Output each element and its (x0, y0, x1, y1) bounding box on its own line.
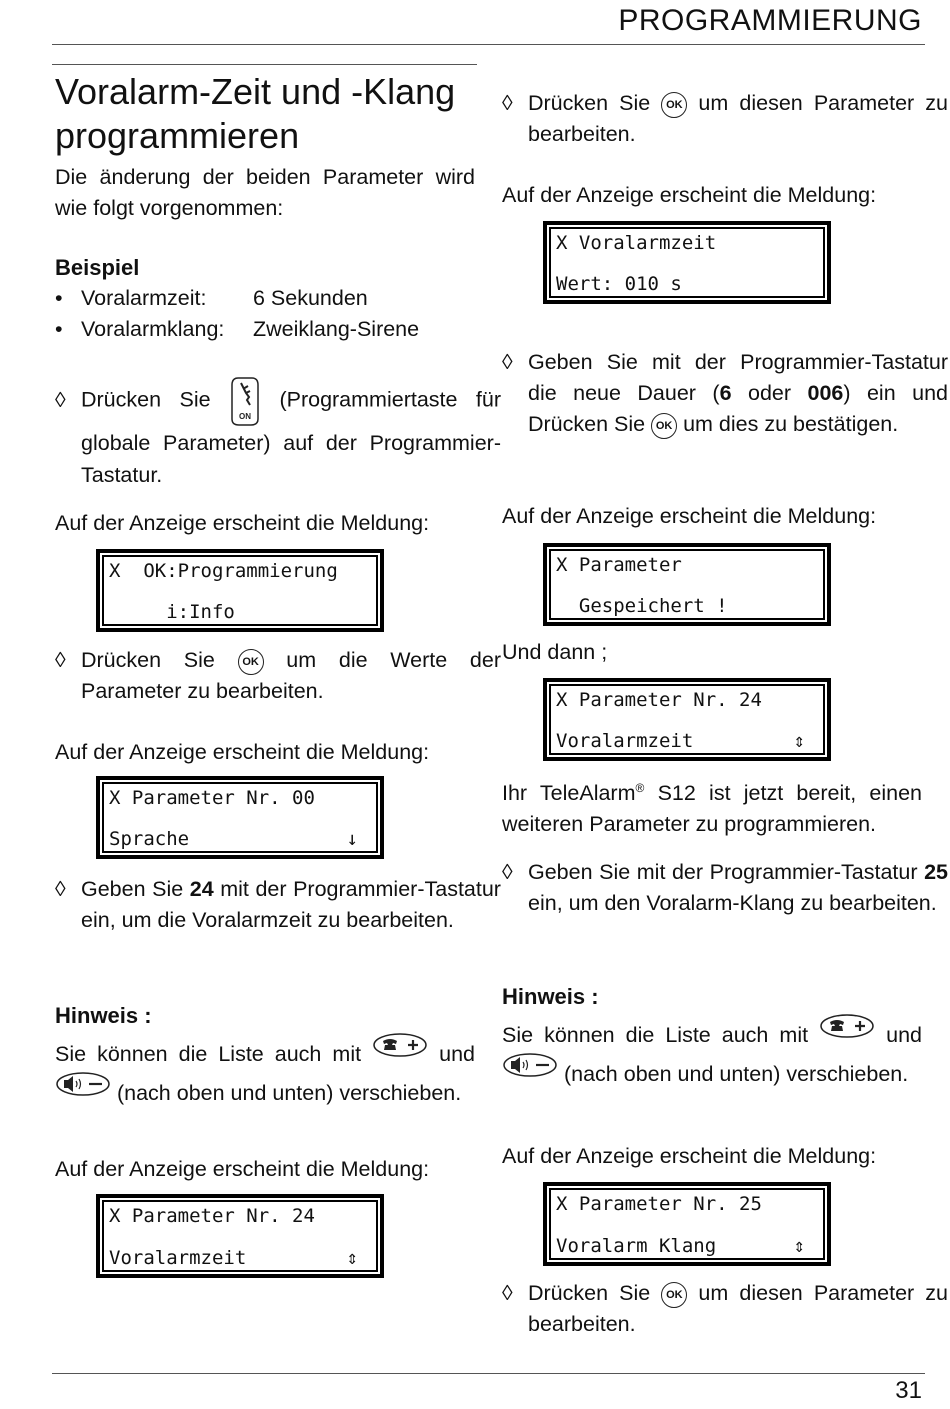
example-heading: Beispiel (55, 255, 140, 280)
ready-text: Ihr TeleAlarm® S12 ist jetzt bereit, einen weiteren Parameter zu programmieren. (502, 781, 922, 837)
lcd-display: X Parameter Nr. 25 Voralarm Klang ⇕ (543, 1182, 831, 1266)
lcd-display: X Voralarmzeit Wert: 010 s (543, 221, 831, 304)
note-heading: Hinweis : (55, 1003, 152, 1028)
page-title: Voralarm-Zeit und -Klang programmieren (55, 71, 456, 156)
lcd-display: X Parameter Gespeichert ! (543, 543, 831, 626)
display-message-label: Auf der Anzeige erscheint die Meldung: (502, 183, 877, 207)
list-item: • Voralarmklang: Zweiklang-Sirene (55, 314, 475, 345)
ok-button-icon: OK (661, 1282, 687, 1308)
step-enter-25: ◊ Geben Sie mit der Programmier-Tastatur 25 ein, um den Voralarm-Klang zu bearbeiten. (502, 857, 948, 919)
phone-plus-key-icon (819, 1013, 875, 1039)
display-message-label: Auf der Anzeige erscheint die Meldung: (55, 740, 430, 764)
lcd-display: X Parameter Nr. 24 Voralarmzeit ⇕ (96, 1194, 384, 1278)
ok-button-icon: OK (661, 92, 687, 118)
arrow-down-icon: ↓ (346, 828, 358, 850)
step-enter-duration: ◊ Geben Sie mit der Programmier-Tastatur die neue Dauer (6 oder 006) ein und Drücken Sie OK um dies zu bestätigen. (502, 347, 948, 440)
bullet-icon: • (55, 286, 63, 310)
display-message-label: Auf der Anzeige erscheint die Meldung: (502, 1144, 877, 1168)
lcd-display: X Parameter Nr. 00 Sprache ↓ (96, 776, 384, 859)
intro-text: Die änderung der beiden Parameter wird wie folgt vorgenommen: (55, 165, 475, 220)
footer-rule (52, 1373, 925, 1374)
step-press-ok: ◊ Drücken Sie OK um die Werte der Parameter zu bearbeiten. (55, 645, 501, 707)
arrow-up-down-icon: ⇕ (793, 730, 805, 752)
display-message-label: Auf der Anzeige erscheint die Meldung: (55, 1157, 430, 1181)
diamond-icon: ◊ (502, 91, 513, 115)
programming-key-on-icon (229, 375, 261, 427)
ok-button-icon: OK (651, 413, 677, 439)
diamond-icon: ◊ (55, 877, 66, 901)
page-number: 31 (895, 1377, 922, 1404)
svg-text:ON: ON (239, 412, 252, 421)
then-text: Und dann ; (502, 640, 608, 664)
section-header: PROGRAMMIERUNG (618, 4, 922, 37)
step-press-ok: ◊ Drücken Sie OK um diesen Parameter zu bearbeiten. (502, 88, 948, 150)
step-enter-24: ◊ Geben Sie 24 mit der Programmier-Tastatur ein, um die Voralarmzeit zu bearbeiten. (55, 874, 501, 936)
lcd-display: X OK:Programmierung i:Info (96, 549, 384, 632)
speaker-minus-key-icon (55, 1071, 111, 1097)
step-programming-key: ◊ Drücken Sie ON (Programmiertaste für globale Parameter) auf der Programmier-Tastatur. (55, 375, 501, 491)
header-rule (52, 44, 925, 45)
diamond-icon: ◊ (55, 387, 66, 412)
ok-button-icon: OK (238, 649, 264, 675)
diamond-icon: ◊ (502, 1281, 513, 1305)
display-message-label: Auf der Anzeige erscheint die Meldung: (55, 511, 430, 535)
bullet-icon: • (55, 317, 63, 341)
note-text: Sie können die Liste auch mit und (nach oben und unten) verschieben. (55, 1032, 475, 1110)
diamond-icon: ◊ (502, 860, 513, 884)
lcd-display: X Parameter Nr. 24 Voralarmzeit ⇕ (543, 678, 831, 761)
diamond-icon: ◊ (502, 350, 513, 374)
note-heading: Hinweis : (502, 984, 599, 1009)
step-press-ok: ◊ Drücken Sie OK um diesen Parameter zu bearbeiten. (502, 1278, 948, 1340)
example-list (55, 283, 475, 345)
note-text: Sie können die Liste auch mit und (nach oben und unten) verschieben. (502, 1013, 922, 1091)
display-message-label: Auf der Anzeige erscheint die Meldung: (502, 504, 877, 528)
diamond-icon: ◊ (55, 648, 66, 672)
list-item: • Voralarmzeit: 6 Sekunden (55, 283, 475, 314)
phone-plus-key-icon (372, 1032, 428, 1058)
title-rule (52, 64, 477, 65)
speaker-minus-key-icon (502, 1052, 558, 1078)
arrow-up-down-icon: ⇕ (346, 1247, 358, 1269)
arrow-up-down-icon: ⇕ (793, 1235, 805, 1257)
